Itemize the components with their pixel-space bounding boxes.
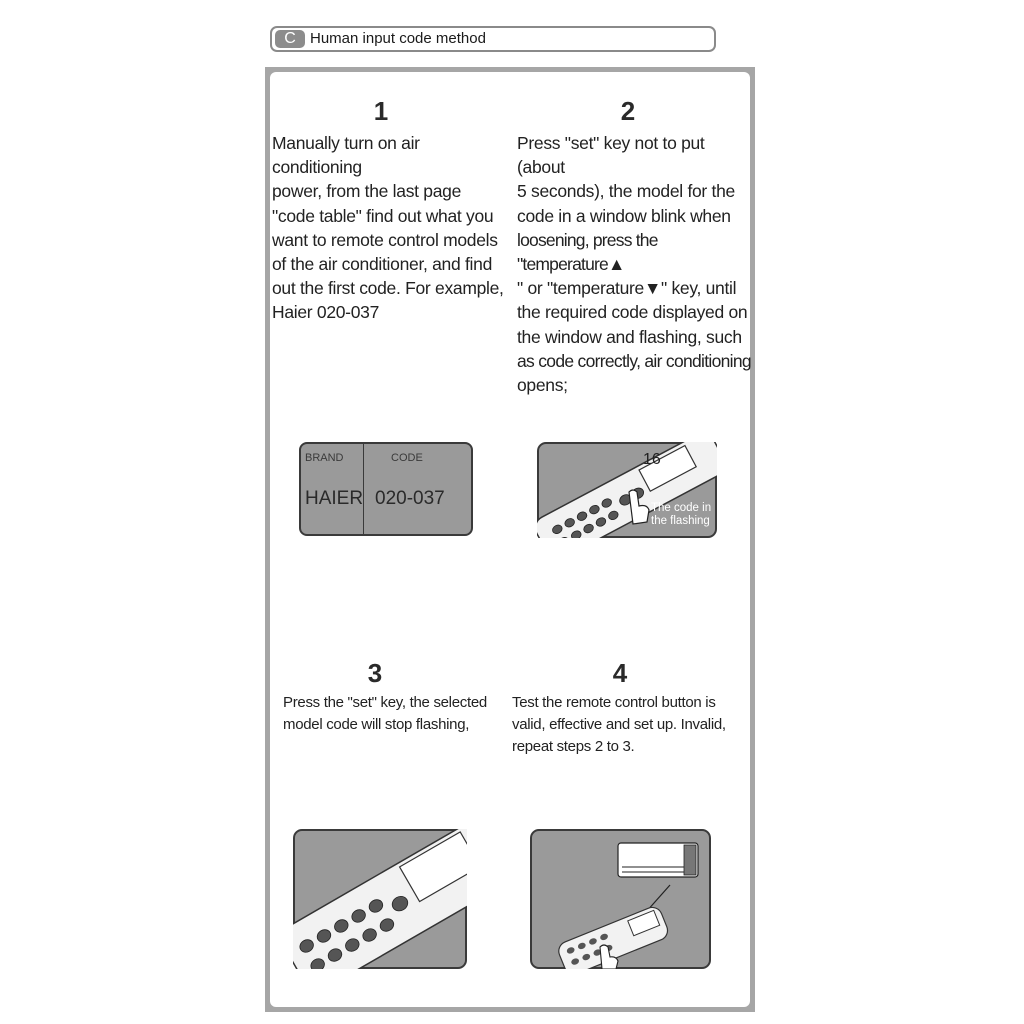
step-2-line: loosening, press the "temperature▲ [517,229,658,275]
step-1-line: Manually turn on air conditioning [272,133,420,178]
section-header [270,26,716,52]
section-title: Human input code method [310,30,486,47]
step-1-line: out the first code. For example, [272,278,504,299]
step-2-line: Press "set" key not to put (about [517,133,705,178]
step-4-text [512,692,748,758]
brand-header: BRAND [305,452,344,464]
step-2-number: 2 [620,96,636,126]
step-4-line: repeat steps 2 to 3. [512,738,635,755]
step-1-text [272,131,512,325]
test-remote-illustration [530,829,711,969]
step-4-number: 4 [612,658,628,688]
step-1-line: power, from the last page [272,181,461,202]
step-2-line: the window and flashing, such [517,326,742,347]
step-3-number: 3 [367,658,383,688]
flash-caption [651,502,711,528]
step-2-line: opens; [517,375,568,396]
code-header: CODE [391,452,423,464]
code-table-divider [363,444,364,534]
step-3-line: model code will stop flashing, [283,716,470,733]
step-4-line: valid, effective and set up. Invalid, [512,716,726,733]
flash-caption-line: the flashing [651,515,710,527]
code-value: 020-037 [375,488,445,509]
step-1-number: 1 [373,96,389,126]
step-2-line: " or "temperature▼" key, until [517,278,737,299]
step-2-line: the required code displayed on [517,302,748,323]
step-2-line: as code correctly, air conditioning [517,350,751,371]
step-2-text [517,131,753,397]
step-1-line: Haier 020-037 [272,302,380,323]
remote-display-digits: 16 [643,451,661,468]
step-2-line: 5 seconds), the model for the [517,181,735,202]
remote-set-key-illustration [293,829,467,969]
step-1-line: "code table" find out what you [272,205,494,226]
step-2-line: code in a window blink when [517,205,731,226]
step-4-line: Test the remote control button is [512,694,716,711]
step-3-line: Press the "set" key, the selected [283,694,487,711]
step-1-line: of the air conditioner, and find [272,254,493,275]
flash-caption-line: The code in [651,502,712,514]
step-1-line: want to remote control models [272,229,498,250]
step-3-text [283,692,508,736]
brand-value: HAIER [305,488,364,509]
air-conditioner-icon [618,843,698,877]
code-table-illustration [299,442,473,536]
section-letter-badge: C [275,30,305,48]
